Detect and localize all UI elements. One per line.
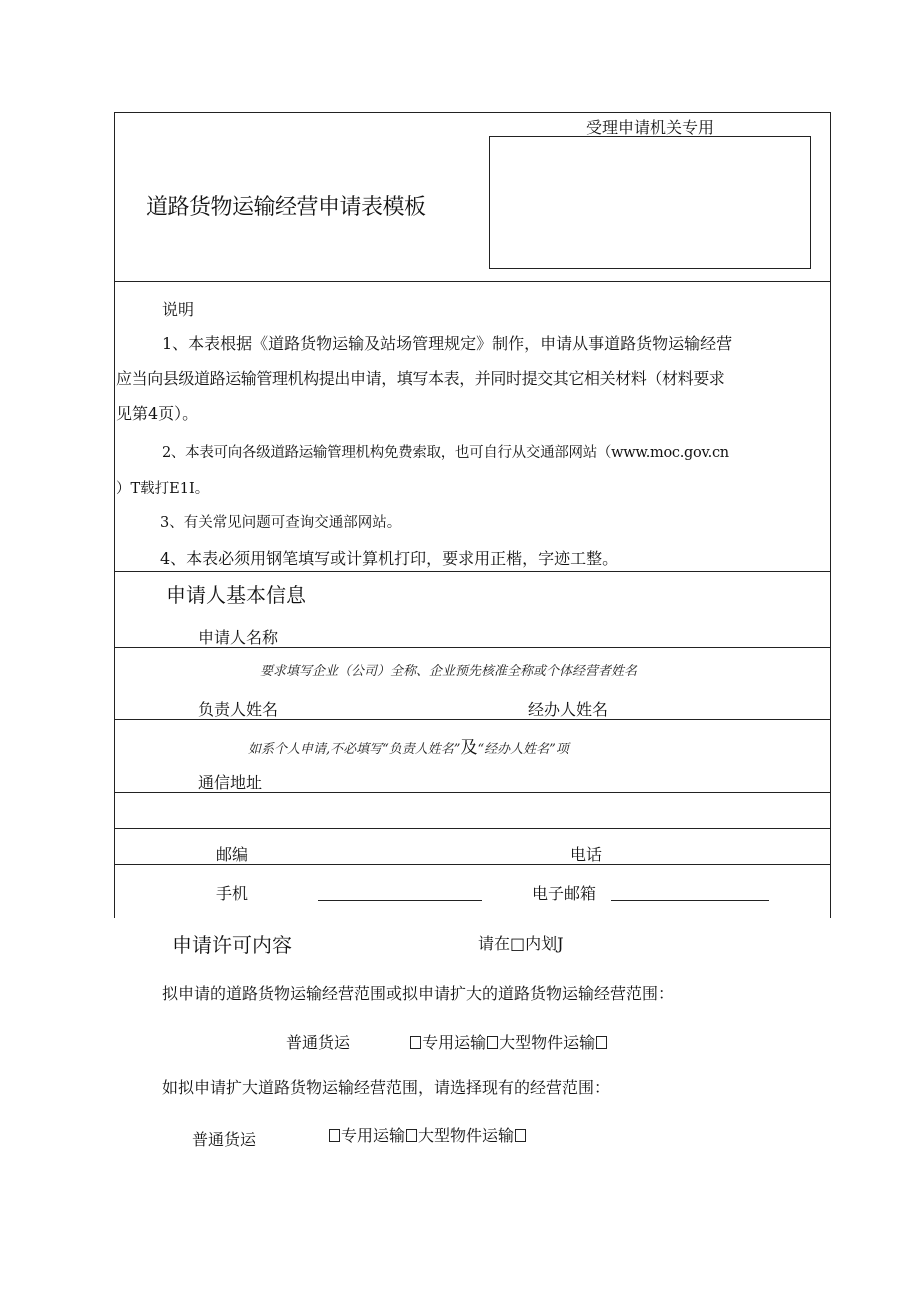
email-blank[interactable] (611, 886, 769, 901)
existing-general-label: 普通货运 (192, 1130, 257, 1149)
person-hint (248, 733, 569, 758)
page-title: 道路货物运输经营申请表模板 (146, 195, 426, 220)
existing-special-label: 专用运输 (341, 1126, 406, 1145)
address-label: 通信地址 (198, 773, 263, 792)
license-mark-hint: 请在□内划J (478, 934, 564, 953)
existing-special-checkbox[interactable] (406, 1129, 417, 1142)
instruction-2-line-1: 2、本表可向各级道路运输管理机构免费索取，也可自行从交通部网站（www.moc.gov.cn (162, 445, 729, 461)
mobile-label: 手机 (216, 884, 249, 903)
existing-large-checkbox[interactable] (515, 1129, 526, 1142)
postcode-label: 邮编 (216, 845, 249, 864)
divider-address (114, 828, 831, 829)
existing-general-checkbox[interactable] (329, 1129, 340, 1142)
instruction-4: 4、本表必须用钢笔填写或计算机打印，要求用正楷，字迹工整。 (160, 549, 619, 568)
divider-header (114, 281, 831, 282)
existing-options (328, 1123, 527, 1146)
option-large-checkbox[interactable] (596, 1036, 607, 1049)
instruction-2-line-2: ）T载打E1I。 (116, 481, 210, 497)
handler-name-label: 经办人姓名 (528, 700, 609, 719)
office-use-label: 受理申请机关专用 (586, 118, 715, 137)
responsible-name-label: 负责人姓名 (198, 700, 279, 719)
office-use-box (489, 136, 811, 269)
option-general-checkbox[interactable] (410, 1036, 421, 1049)
scope-options (286, 1030, 608, 1053)
applicant-section-title: 申请人基本信息 (166, 583, 306, 607)
instruction-1-line-3: 见第4页）。 (116, 404, 199, 423)
instructions-heading: 说明 (162, 300, 195, 319)
existing-large-label: 大型物件运输 (418, 1126, 515, 1145)
option-general-label: 普通货运 (286, 1033, 351, 1052)
existing-scope-question: 如拟申请扩大道路货物运输经营范围，请选择现有的经营范围： (162, 1078, 611, 1097)
instruction-1-line-2: 应当向县级道路运输管理机构提出申请，填写本表，并同时提交其它相关材料（材料要求 (116, 369, 725, 388)
divider-instructions (114, 571, 831, 572)
instruction-3: 3、有关常见问题可查询交通部网站。 (160, 515, 402, 531)
mobile-blank[interactable] (318, 886, 482, 901)
option-special-label: 专用运输 (422, 1033, 487, 1052)
option-large-label: 大型物件运输 (499, 1033, 596, 1052)
person-hint-part-a: 如系个人申请,不必填写“负责人姓名” (248, 742, 461, 757)
phone-label: 电话 (570, 845, 603, 864)
instruction-1-line-1: 1、本表根据《道路货物运输及站场管理规定》制作，申请从事道路货物运输经营 (162, 334, 733, 353)
applicant-name-label: 申请人名称 (198, 628, 279, 647)
person-hint-part-b: 及 (460, 738, 478, 758)
scope-question: 拟申请的道路货物运输经营范围或拟申请扩大的道路货物运输经营范围： (162, 984, 675, 1003)
option-special-checkbox[interactable] (487, 1036, 498, 1049)
email-label: 电子邮箱 (532, 884, 597, 903)
license-section-title: 申请许可内容 (172, 933, 292, 957)
person-hint-part-c: “经办人姓名”项 (477, 742, 569, 757)
applicant-name-hint: 要求填写企业（公司）全称、企业预先核准全称或个体经营者姓名 (260, 664, 638, 679)
